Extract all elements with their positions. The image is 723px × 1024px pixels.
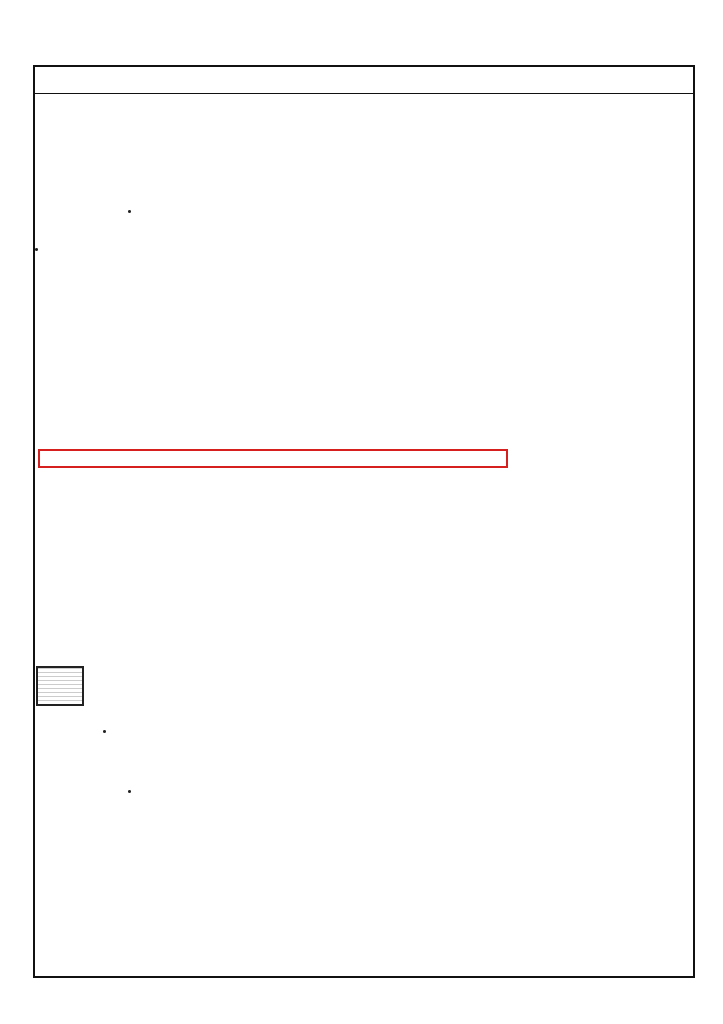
highlight-box <box>38 449 508 468</box>
scan-speck <box>128 790 131 793</box>
scan-speck <box>128 210 131 213</box>
scan-speck <box>103 730 106 733</box>
page-frame <box>33 65 695 978</box>
header-divider <box>33 93 695 94</box>
scan-speck <box>35 248 38 251</box>
stamp-seal <box>36 666 84 706</box>
